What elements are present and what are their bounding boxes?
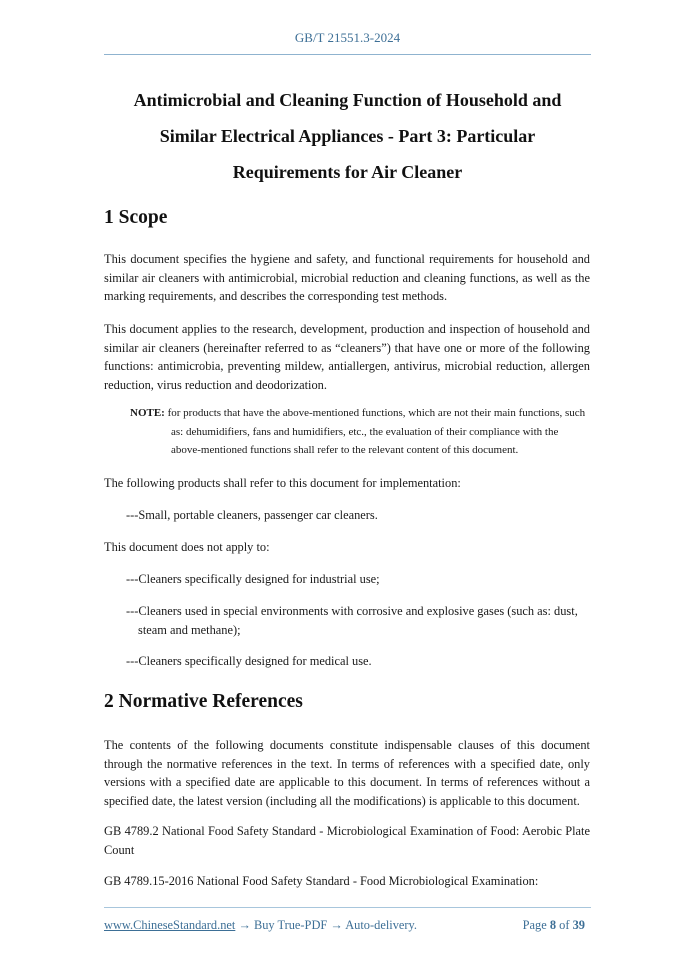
- total-page-count: 39: [572, 918, 585, 932]
- excluded-list-item: ---Cleaners specifically designed for medical use.: [126, 654, 372, 668]
- excluded-list-item: ---Cleaners specifically designed for industrial use;: [126, 572, 380, 586]
- document-title: [104, 82, 591, 190]
- applies-list-item: ---Small, portable cleaners, passenger car cleaners.: [126, 508, 378, 522]
- scope-paragraph-4: This document does not apply to:: [104, 540, 270, 554]
- title-line-1: Antimicrobial and Cleaning Function of Household and: [133, 90, 562, 110]
- section-heading-scope: 1 Scope: [104, 207, 168, 228]
- arrow-right-icon: →: [330, 918, 343, 932]
- footer-promo: [104, 918, 417, 933]
- footer-divider: [104, 907, 591, 908]
- reference-item: GB 4789.2 National Food Safety Standard - Microbiological Examination of Food: Aerobic Plate Count: [104, 824, 590, 857]
- note-label: NOTE:: [130, 407, 165, 419]
- scope-paragraph-3: The following products shall refer to this document for implementation:: [104, 476, 461, 490]
- scope-paragraph-1: This document specifies the hygiene and safety, and functional requirements for household and similar air cleaners with antimicrobial, microbial reduction and cleaning functions, as well as the marking requirements, and describes the corresponding test methods.: [104, 252, 590, 303]
- current-page-number: 8: [549, 918, 557, 932]
- running-header: GB/T 21551.3-2024: [294, 30, 401, 45]
- section-heading-normative-references: 2 Normative References: [104, 691, 303, 712]
- auto-delivery-text: Auto-delivery.: [345, 918, 418, 932]
- title-line-2: Similar Electrical Appliances - Part 3: Particular: [159, 126, 536, 146]
- title-line-3: Requirements for Air Cleaner: [232, 162, 463, 182]
- note-body: [130, 404, 590, 460]
- header-divider: [104, 54, 591, 55]
- reference-item: GB 4789.15-2016 National Food Safety Standard - Food Microbiological Examination:: [104, 874, 539, 888]
- normative-references-paragraph: The contents of the following documents constitute indispensable clauses of this document through the normative references in the text. In terms of references with a specified date, only versions with a specified date are applicable to this document. In terms of references without a specified date, the latest version (including all the modifications) is applicable to this document.: [104, 738, 590, 808]
- note-text: for products that have the above-mentioned functions, which are not their main functions, such as: dehumidifiers, fans and humidifiers, etc., the evaluation of their compliance with the above-mentioned functions shall refer to the relevant content of this document.: [167, 407, 586, 456]
- chinesestandard-link[interactable]: www.ChineseStandard.net: [104, 918, 236, 932]
- page-label: Page: [522, 918, 547, 932]
- page-indicator: [523, 918, 585, 933]
- arrow-right-icon: →: [238, 918, 251, 932]
- scope-paragraph-2: This document applies to the research, development, production and inspection of household and similar air cleaners (hereinafter referred to as “cleaners”) that have one or more of the following functions: antimicrobia, preventing mildew, antiallergen, antivirus, microbial reduction, allergen reduction, virus reduction and deodorization.: [104, 322, 590, 392]
- scope-note: [130, 404, 590, 460]
- excluded-list-item: ---Cleaners used in special environments with corrosive and explosive gases (such as: dust, steam and methane);: [126, 604, 578, 637]
- page-of-label: of: [559, 918, 570, 932]
- buy-true-pdf-text: Buy True-PDF: [253, 918, 328, 932]
